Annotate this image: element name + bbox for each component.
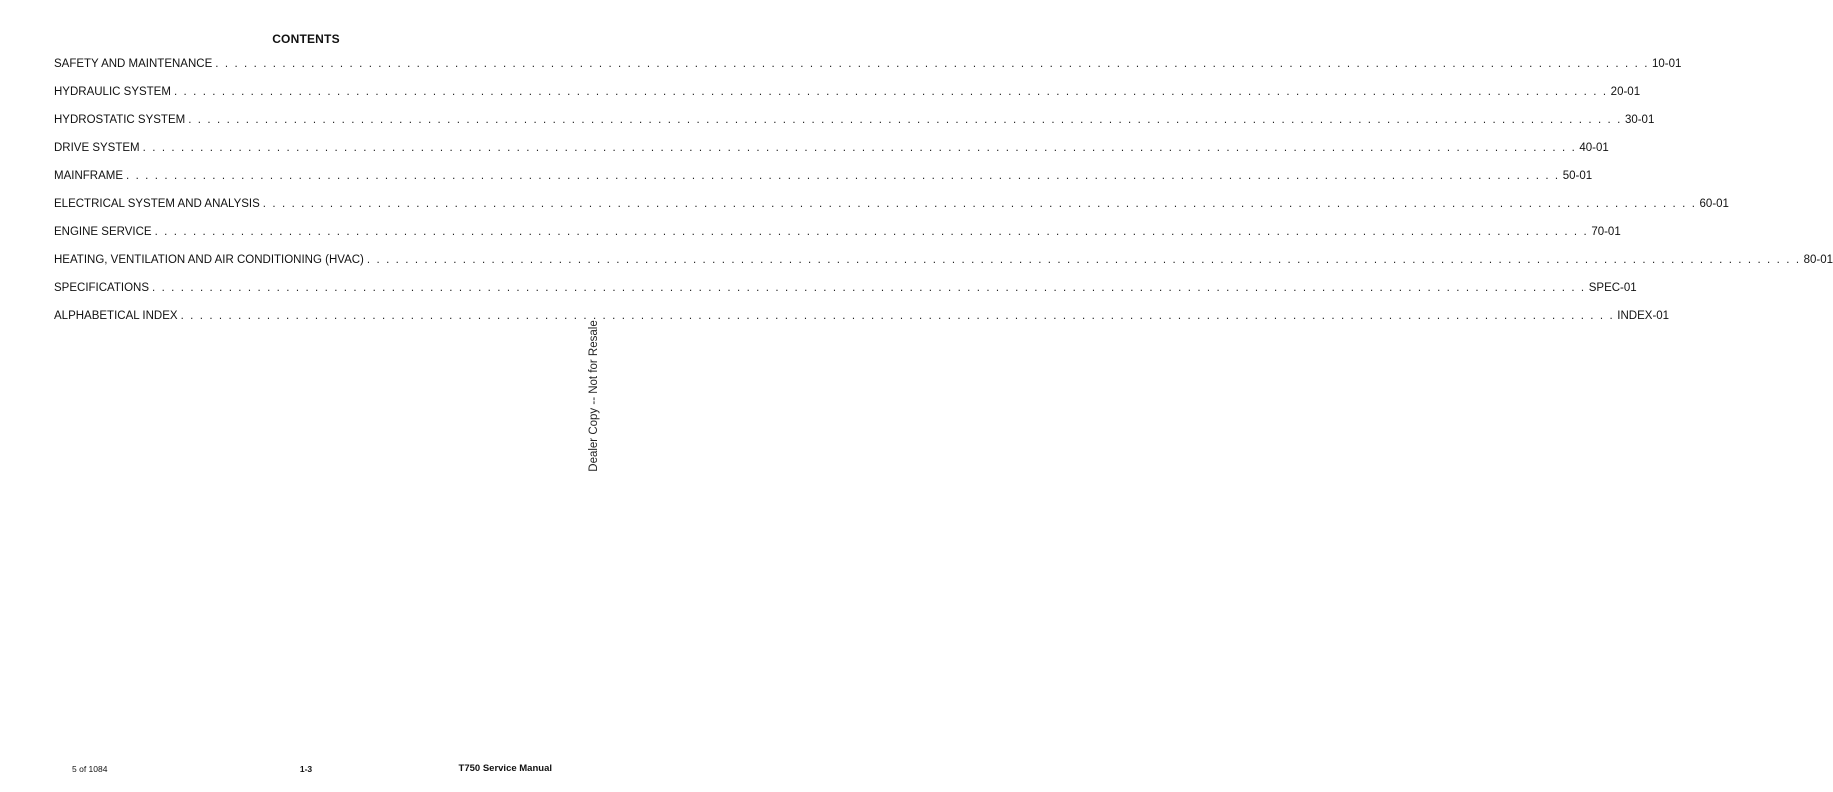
toc-entry-engine-service[interactable] <box>54 226 1621 254</box>
toc-dot-leader: . . . . . . . . . . . . . . . . . . . . . . . . . . . . . . . . . . . . . . . . . . . . . . . . . . . . . . . . . . . . . . . . . . . . . . . . . . . . . . . . . . . . . . . . . . . . . . . . . . . . . . . . . . . . . . . . . . . . . . . . . . . . . . . . . . . . . . . . . . . . . . . . . . . . . . <box>173 86 1608 98</box>
toc-dot-leader: . . . . . . . . . . . . . . . . . . . . . . . . . . . . . . . . . . . . . . . . . . . . . . . . . . . . . . . . . . . . . . . . . . . . . . . . . . . . . . . . . . . . . . . . . . . . . . . . . . . . . . . . . . . . . . . . . . . . . . . . . . . . . . . . . . . . . . . . . . . . . . . . . . . . . . <box>262 198 1697 210</box>
toc-entry-page: 40-01 <box>1579 142 1609 154</box>
toc-dot-leader: . . . . . . . . . . . . . . . . . . . . . . . . . . . . . . . . . . . . . . . . . . . . . . . . . . . . . . . . . . . . . . . . . . . . . . . . . . . . . . . . . . . . . . . . . . . . . . . . . . . . . . . . . . . . . . . . . . . . . . . . . . . . . . . . . . . . . . . . . . . . . . . . . . . . . . <box>126 170 1560 182</box>
toc-dot-leader: . . . . . . . . . . . . . . . . . . . . . . . . . . . . . . . . . . . . . . . . . . . . . . . . . . . . . . . . . . . . . . . . . . . . . . . . . . . . . . . . . . . . . . . . . . . . . . . . . . . . . . . . . . . . . . . . . . . . . . . . . . . . . . . . . . . . . . . . . . . . . . . . . . . . . . <box>215 58 1649 70</box>
toc-dot-leader: . . . . . . . . . . . . . . . . . . . . . . . . . . . . . . . . . . . . . . . . . . . . . . . . . . . . . . . . . . . . . . . . . . . . . . . . . . . . . . . . . . . . . . . . . . . . . . . . . . . . . . . . . . . . . . . . . . . . . . . . . . . . . . . . . . . . . . . . . . . . . . . . . . . . . . <box>152 282 1586 294</box>
dealer-copy-watermark: Dealer Copy -- Not for Resale <box>588 320 600 472</box>
toc-entry-electrical-system-and-analysis[interactable] <box>54 198 1729 226</box>
toc-entry-page: 10-01 <box>1652 58 1682 70</box>
toc-entry-hydraulic-system[interactable] <box>54 86 1641 114</box>
toc-entry-hydrostatic-system[interactable] <box>54 114 1655 142</box>
toc-entry-title: MAINFRAME <box>54 170 123 182</box>
toc-entry-mainframe[interactable] <box>54 170 1593 198</box>
toc-entry-specifications[interactable] <box>54 282 1637 310</box>
footer-manual-title: T750 Service Manual <box>458 763 552 774</box>
toc-entry-page: 20-01 <box>1610 86 1641 98</box>
table-of-contents <box>54 58 1833 338</box>
toc-entry-page: INDEX-01 <box>1617 310 1670 322</box>
toc-entry-page: 80-01 <box>1803 254 1833 266</box>
toc-entry-title: HEATING, VENTILATION AND AIR CONDITIONING (HVAC) <box>54 254 364 266</box>
page-title: CONTENTS <box>272 32 340 46</box>
toc-dot-leader: . . . . . . . . . . . . . . . . . . . . . . . . . . . . . . . . . . . . . . . . . . . . . . . . . . . . . . . . . . . . . . . . . . . . . . . . . . . . . . . . . . . . . . . . . . . . . . . . . . . . . . . . . . . . . . . . . . . . . . . . . . . . . . . . . . . . . . . . . . . . . . . . . . . . . . <box>366 254 1801 266</box>
footer-page-number: 1-3 <box>299 764 313 774</box>
toc-dot-leader: . . . . . . . . . . . . . . . . . . . . . . . . . . . . . . . . . . . . . . . . . . . . . . . . . . . . . . . . . . . . . . . . . . . . . . . . . . . . . . . . . . . . . . . . . . . . . . . . . . . . . . . . . . . . . . . . . . . . . . . . . . . . . . . . . . . . . . . . . . . . . . . . . . . . . . <box>142 142 1577 154</box>
toc-entry-title: SAFETY AND MAINTENANCE <box>54 58 213 70</box>
toc-entry-title: DRIVE SYSTEM <box>54 142 140 154</box>
toc-entry-page: 60-01 <box>1699 198 1729 210</box>
toc-entry-safety-and-maintenance[interactable] <box>54 58 1682 86</box>
toc-entry-title: ALPHABETICAL INDEX <box>54 310 178 322</box>
toc-entry-title: SPECIFICATIONS <box>54 282 149 294</box>
toc-entry-page: SPEC-01 <box>1588 282 1637 294</box>
toc-entry-alphabetical-index[interactable] <box>54 310 1670 338</box>
toc-entry-title: HYDROSTATIC SYSTEM <box>54 114 186 126</box>
toc-entry-page: 30-01 <box>1624 114 1655 126</box>
toc-entry-page: 50-01 <box>1562 170 1593 182</box>
toc-entry-page: 70-01 <box>1591 226 1621 238</box>
toc-entry-title: ELECTRICAL SYSTEM AND ANALYSIS <box>54 198 260 210</box>
toc-dot-leader: . . . . . . . . . . . . . . . . . . . . . . . . . . . . . . . . . . . . . . . . . . . . . . . . . . . . . . . . . . . . . . . . . . . . . . . . . . . . . . . . . . . . . . . . . . . . . . . . . . . . . . . . . . . . . . . . . . . . . . . . . . . . . . . . . . . . . . . . . . . . . . . . . . . . . . <box>188 114 1622 126</box>
toc-entry-title: HYDRAULIC SYSTEM <box>54 86 171 98</box>
toc-entry-hvac[interactable] <box>54 254 1833 282</box>
toc-dot-leader: . . . . . . . . . . . . . . . . . . . . . . . . . . . . . . . . . . . . . . . . . . . . . . . . . . . . . . . . . . . . . . . . . . . . . . . . . . . . . . . . . . . . . . . . . . . . . . . . . . . . . . . . . . . . . . . . . . . . . . . . . . . . . . . . . . . . . . . . . . . . . . . . . . . . . . <box>154 226 1589 238</box>
toc-dot-leader: . . . . . . . . . . . . . . . . . . . . . . . . . . . . . . . . . . . . . . . . . . . . . . . . . . . . . . . . . . . . . . . . . . . . . . . . . . . . . . . . . . . . . . . . . . . . . . . . . . . . . . . . . . . . . . . . . . . . . . . . . . . . . . . . . . . . . . . . . . . . . . . . . . . . . . <box>180 310 1615 322</box>
footer-page-count: 5 of 1084 <box>72 764 108 774</box>
toc-entry-drive-system[interactable] <box>54 142 1609 170</box>
toc-entry-title: ENGINE SERVICE <box>54 226 152 238</box>
